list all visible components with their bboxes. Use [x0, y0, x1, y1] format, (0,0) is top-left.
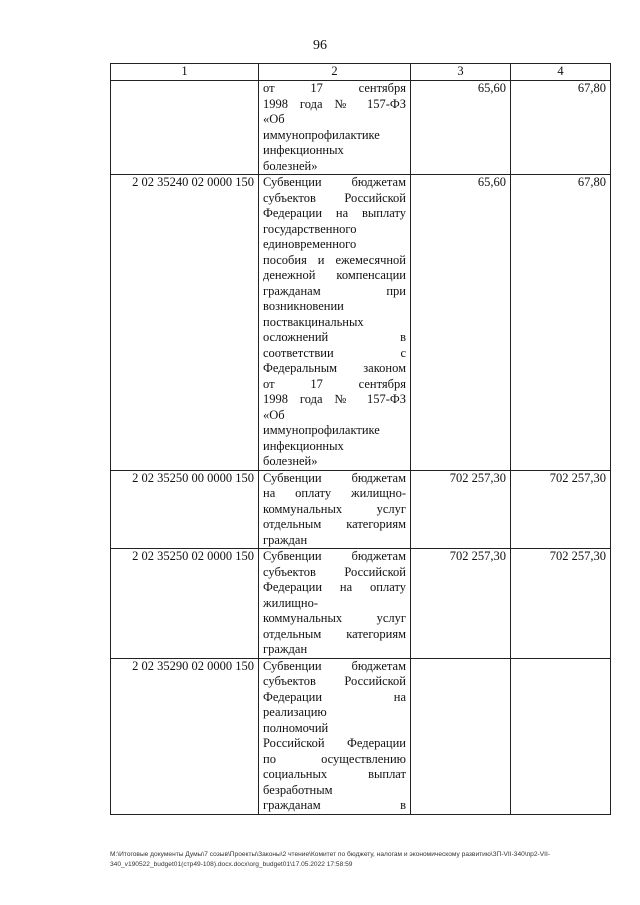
column-header-4: 4	[511, 64, 611, 81]
budget-code-cell: 2 02 35290 02 0000 150	[111, 658, 259, 814]
description-line: пособия и ежемесячной	[263, 252, 406, 267]
table-row	[111, 549, 611, 659]
description-line: поствакцинальных	[263, 314, 364, 329]
description-cell	[259, 81, 411, 175]
table-body	[111, 81, 611, 815]
description-line: 1998 года № 157-ФЗ	[263, 96, 406, 111]
description-line: Федерации на выплату	[263, 206, 406, 220]
description-line: иммунопрофилактике	[263, 423, 380, 437]
table-header-row	[111, 64, 611, 81]
file-path-footer: M:\Итоговые документы Думы\7 созыв\Проекты\Законы\2 чтение\Комитет по бюджету, налогам и экономическому развитию\ЗП-VII-340\пр2-VII-340_v190522_budget01(стр49-108).docx.docx\org_budget01\17.05.2022 17:58:59	[110, 851, 550, 868]
description-line: денежной компенсации	[263, 268, 406, 282]
amount-col4-cell: 702 257,30	[511, 470, 611, 549]
description-line: Федерации на оплату	[263, 580, 406, 594]
description-line: отдельным категориям	[263, 517, 406, 531]
description-line: реализацию	[263, 705, 327, 719]
amount-col4-cell: 702 257,30	[511, 549, 611, 659]
description-line: болезней»	[263, 158, 318, 173]
description-line: государственного	[263, 221, 357, 236]
amount-col3-cell	[411, 658, 511, 814]
description-cell	[259, 549, 411, 659]
description-line: иммунопрофилактике	[263, 127, 380, 142]
budget-table	[110, 63, 611, 815]
description-line: от 17 сентября	[263, 376, 406, 391]
description-cell	[259, 175, 411, 471]
amount-col3-cell: 702 257,30	[411, 549, 511, 659]
description-line: «Об	[263, 112, 285, 126]
description-line: субъектов Российской	[263, 190, 406, 205]
column-header-1: 1	[111, 64, 259, 81]
amount-col4-cell: 67,80	[511, 175, 611, 471]
description-line: 1998 года № 157-ФЗ	[263, 392, 406, 406]
description-line: граждан	[263, 642, 308, 656]
page-number: 96	[313, 38, 327, 53]
description-line: инфекционных	[263, 143, 344, 157]
description-line: субъектов Российской	[263, 564, 406, 579]
amount-col3-cell: 65,60	[411, 175, 511, 471]
description-cell	[259, 470, 411, 549]
description-line: социальных выплат	[263, 767, 406, 781]
description-line: Федеральным законом	[263, 361, 406, 375]
budget-code-cell	[111, 81, 259, 175]
description-line: Российской Федерации	[263, 736, 406, 750]
description-line: на оплату жилищно-	[263, 486, 406, 500]
description-line: коммунальных услуг	[263, 501, 406, 516]
amount-col4-cell	[511, 658, 611, 814]
description-line: Субвенции бюджетам	[263, 175, 406, 189]
budget-code-cell: 2 02 35240 02 0000 150	[111, 175, 259, 471]
description-line: субъектов Российской	[263, 674, 406, 688]
description-cell	[259, 658, 411, 814]
description-line: граждан	[263, 532, 308, 547]
description-line: Субвенции бюджетам	[263, 470, 406, 485]
description-line: болезней»	[263, 454, 318, 468]
budget-code-cell: 2 02 35250 00 0000 150	[111, 470, 259, 549]
description-line: единовременного	[263, 237, 357, 251]
amount-col3-cell: 702 257,30	[411, 470, 511, 549]
budget-code-cell: 2 02 35250 02 0000 150	[111, 549, 259, 659]
description-line: безработным	[263, 782, 333, 797]
description-line: возникновении	[263, 299, 344, 313]
description-line: жилищно-	[263, 595, 318, 610]
description-line: гражданам при	[263, 283, 406, 298]
description-line: от 17 сентября	[263, 81, 406, 95]
description-line: инфекционных	[263, 438, 344, 453]
description-line: соответствии с	[263, 345, 406, 360]
description-line: полномочий	[263, 720, 329, 735]
table-row	[111, 470, 611, 549]
column-header-3: 3	[411, 64, 511, 81]
description-line: «Об	[263, 407, 285, 422]
description-line: Субвенции бюджетам	[263, 549, 406, 563]
amount-col4-cell: 67,80	[511, 81, 611, 175]
table-row	[111, 658, 611, 814]
table-row	[111, 81, 611, 175]
description-line: по осуществлению	[263, 751, 406, 766]
description-line: отдельным категориям	[263, 626, 406, 641]
amount-col3-cell: 65,60	[411, 81, 511, 175]
description-line: Федерации на	[263, 689, 406, 704]
description-line: осложнений в	[263, 330, 406, 344]
description-line: Субвенции бюджетам	[263, 658, 406, 673]
table-row	[111, 175, 611, 471]
description-line: гражданам в	[263, 798, 406, 812]
description-line: коммунальных услуг	[263, 611, 406, 625]
column-header-2: 2	[259, 64, 411, 81]
